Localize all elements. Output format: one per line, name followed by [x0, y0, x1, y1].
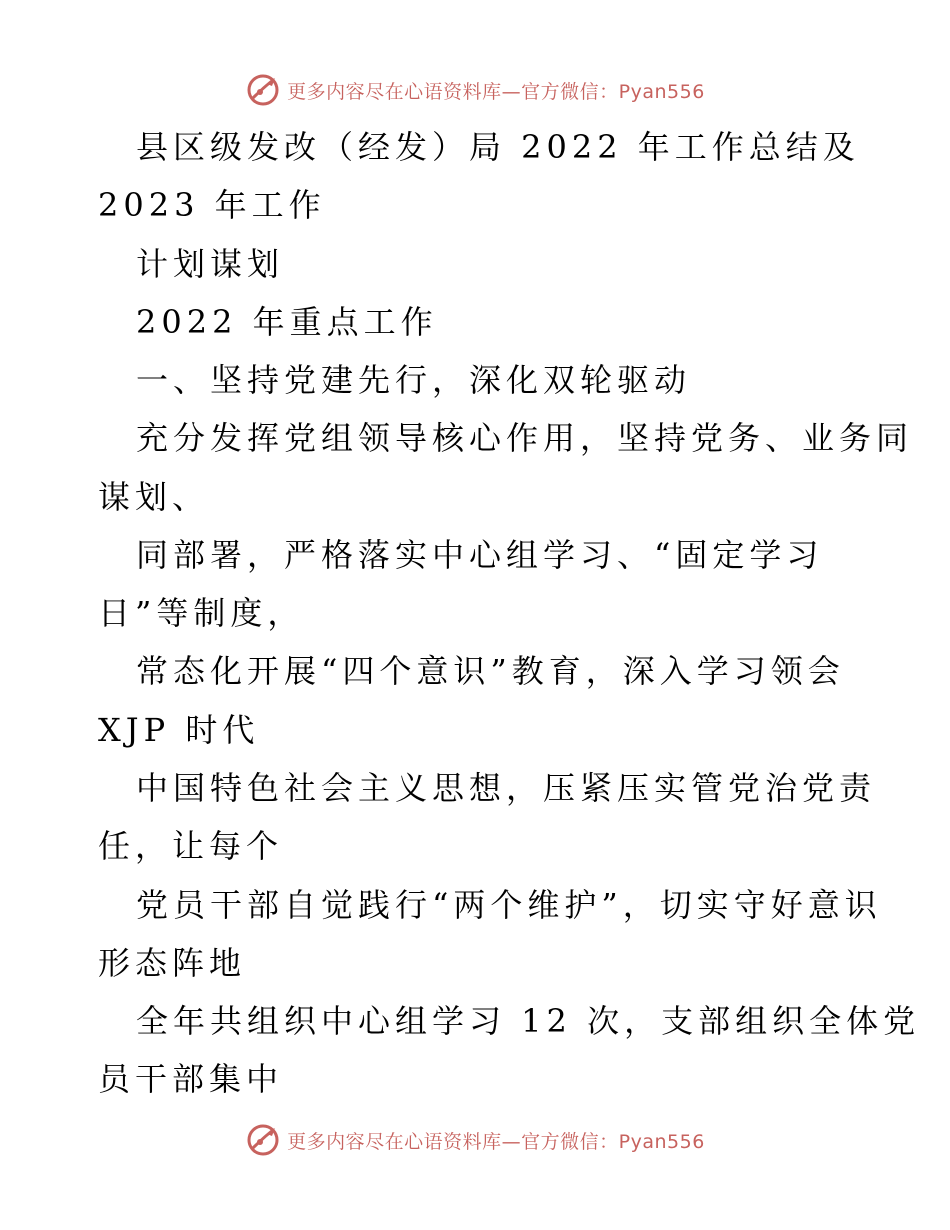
- paragraph-line: 充分发挥党组领导核心作用，坚持党务、业务同: [136, 419, 914, 457]
- section-heading: 2022 年重点工作: [136, 303, 438, 341]
- paragraph-line: 形态阵地: [98, 944, 247, 982]
- paragraph-line: 党员干部自觉践行“两个维护”，切实守好意识: [136, 886, 882, 924]
- watermark-header: [0, 70, 950, 110]
- watermark-text: 更多内容尽在心语资料库—官方微信：Pyan556: [287, 1130, 705, 1153]
- paragraph-line: XJP 时代: [98, 711, 260, 749]
- paragraph-line: 常态化开展“四个意识”教育，深入学习领会: [136, 652, 845, 690]
- paragraph-line: 员干部集中: [98, 1060, 284, 1098]
- subsection-heading: 一、坚持党建先行，深化双轮驱动: [136, 361, 692, 399]
- paragraph-line: 日”等制度，: [98, 594, 305, 632]
- pen-logo-icon: [245, 1122, 281, 1158]
- paragraph-line: 同部署，严格落实中心组学习、“固定学习: [136, 536, 824, 574]
- paragraph-line: 中国特色社会主义思想，压紧压实管党治党责: [136, 769, 877, 807]
- document-title-line-2: 2023 年工作: [98, 186, 326, 224]
- watermark-text: 更多内容尽在心语资料库—官方微信：Pyan556: [287, 80, 705, 103]
- paragraph-line: 谋划、: [98, 478, 210, 516]
- paragraph-line: 任，让每个: [98, 827, 284, 865]
- document-title-line-3: 计划谋划: [136, 245, 285, 283]
- paragraph-line: 全年共组织中心组学习 12 次，支部组织全体党: [136, 1002, 921, 1040]
- pen-logo-icon: [245, 72, 281, 108]
- watermark-footer: [0, 1120, 950, 1160]
- document-title-line-1: 县区级发改（经发）局 2022 年工作总结及: [136, 128, 860, 166]
